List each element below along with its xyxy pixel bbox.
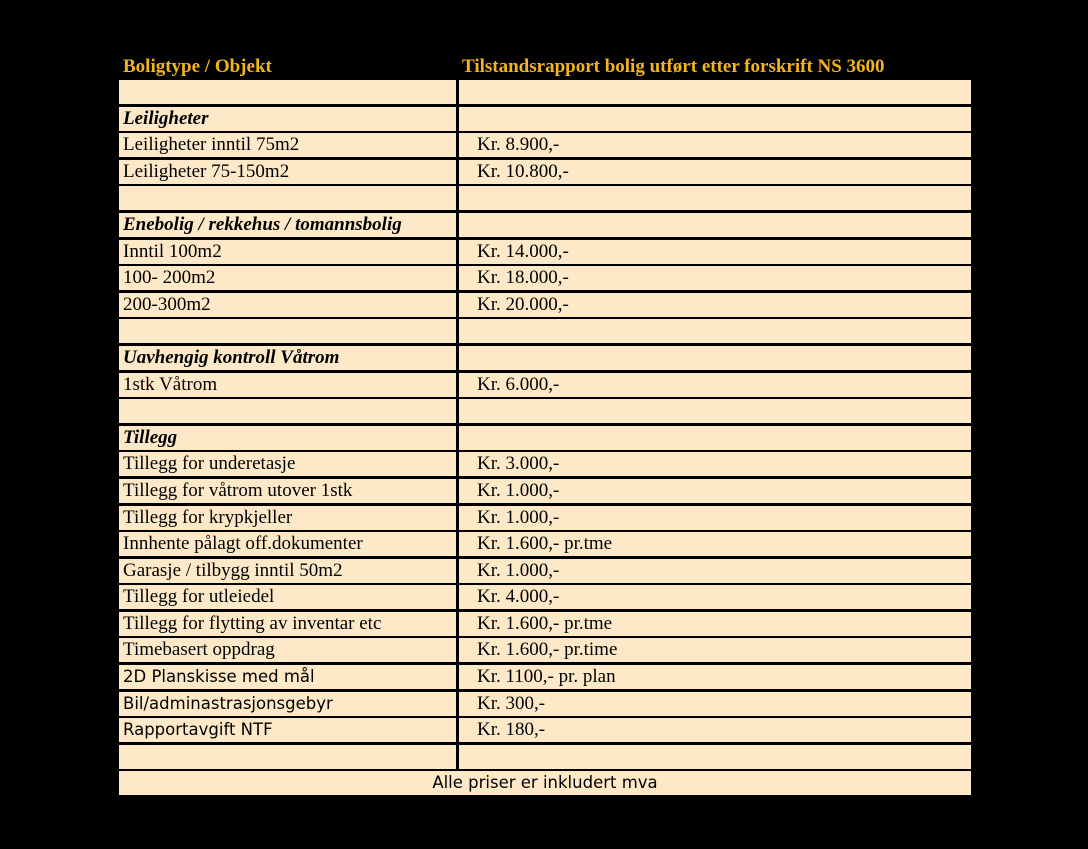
table-header	[0, 0, 1088, 80]
price-value	[459, 80, 971, 104]
section-heading-row	[119, 426, 971, 453]
object-label: Rapportavgift NTF	[119, 718, 456, 742]
vat-note: Alle priser er inkludert mva	[119, 771, 971, 795]
section-heading: Enebolig / rekkehus / tomannsbolig	[119, 213, 456, 237]
price-value: Kr. 8.900,-	[459, 133, 971, 157]
price-value	[459, 213, 971, 237]
price-value: Kr. 300,-	[459, 692, 971, 716]
price-row	[119, 373, 971, 400]
price-row	[119, 266, 971, 293]
price-row	[119, 479, 971, 506]
object-label: Inntil 100m2	[119, 240, 456, 264]
section-heading-row	[119, 213, 971, 240]
object-label	[119, 186, 456, 210]
price-value: Kr. 14.000,-	[459, 240, 971, 264]
price-row	[119, 612, 971, 639]
price-value: Kr. 1.600,- pr.tme	[459, 612, 971, 636]
blank-row	[119, 745, 971, 772]
price-value: Kr. 3.000,-	[459, 452, 971, 476]
price-row	[119, 718, 971, 745]
price-row	[119, 506, 971, 533]
section-heading: Leiligheter	[119, 107, 456, 131]
column-header-object: Boligtype / Objekt	[123, 56, 272, 77]
column-header-report: Tilstandsrapport bolig utført etter forskrift NS 3600	[462, 56, 885, 77]
object-label: 1stk Våtrom	[119, 373, 456, 397]
price-value	[459, 107, 971, 131]
price-table	[119, 80, 971, 798]
price-value: Kr. 1.600,- pr.tme	[459, 532, 971, 556]
section-heading: Tillegg	[119, 426, 456, 450]
price-value: Kr. 1100,- pr. plan	[459, 665, 971, 689]
object-label	[119, 745, 456, 769]
object-label	[119, 319, 456, 343]
price-value: Kr. 6.000,-	[459, 373, 971, 397]
section-heading: Uavhengig kontroll Våtrom	[119, 346, 456, 370]
object-label: 100- 200m2	[119, 266, 456, 290]
object-label	[119, 399, 456, 423]
price-row	[119, 585, 971, 612]
price-row	[119, 692, 971, 719]
price-value: Kr. 1.000,-	[459, 479, 971, 503]
price-row	[119, 240, 971, 267]
price-value	[459, 186, 971, 210]
object-label: Garasje / tilbygg inntil 50m2	[119, 559, 456, 583]
price-value: Kr. 1.000,-	[459, 506, 971, 530]
price-value	[459, 426, 971, 450]
object-label: Tillegg for utleiedel	[119, 585, 456, 609]
price-value	[459, 319, 971, 343]
blank-row	[119, 186, 971, 213]
object-label: 200-300m2	[119, 293, 456, 317]
object-label: Leiligheter 75-150m2	[119, 160, 456, 184]
price-row	[119, 638, 971, 665]
price-row	[119, 452, 971, 479]
object-label: Tillegg for krypkjeller	[119, 506, 456, 530]
price-row	[119, 665, 971, 692]
price-value: Kr. 1.600,- pr.time	[459, 638, 971, 662]
section-heading-row	[119, 346, 971, 373]
price-value	[459, 346, 971, 370]
price-value	[459, 399, 971, 423]
object-label: Leiligheter inntil 75m2	[119, 133, 456, 157]
price-row	[119, 160, 971, 187]
object-label: Tillegg for våtrom utover 1stk	[119, 479, 456, 503]
price-row	[119, 133, 971, 160]
price-row	[119, 293, 971, 320]
object-label: Innhente pålagt off.dokumenter	[119, 532, 456, 556]
price-row	[119, 532, 971, 559]
blank-row	[119, 319, 971, 346]
blank-row	[119, 399, 971, 426]
price-value: Kr. 10.800,-	[459, 160, 971, 184]
price-value	[459, 745, 971, 769]
price-value: Kr. 20.000,-	[459, 293, 971, 317]
object-label: Tillegg for underetasje	[119, 452, 456, 476]
price-value: Kr. 180,-	[459, 718, 971, 742]
price-value: Kr. 18.000,-	[459, 266, 971, 290]
object-label: Bil/adminastrasjonsgebyr	[119, 692, 456, 716]
object-label	[119, 80, 456, 104]
footer-row	[119, 771, 971, 798]
section-heading-row	[119, 107, 971, 134]
price-value: Kr. 1.000,-	[459, 559, 971, 583]
object-label: 2D Planskisse med mål	[119, 665, 456, 689]
blank-row	[119, 80, 971, 107]
object-label: Timebasert oppdrag	[119, 638, 456, 662]
price-value: Kr. 4.000,-	[459, 585, 971, 609]
price-row	[119, 559, 971, 586]
object-label: Tillegg for flytting av inventar etc	[119, 612, 456, 636]
